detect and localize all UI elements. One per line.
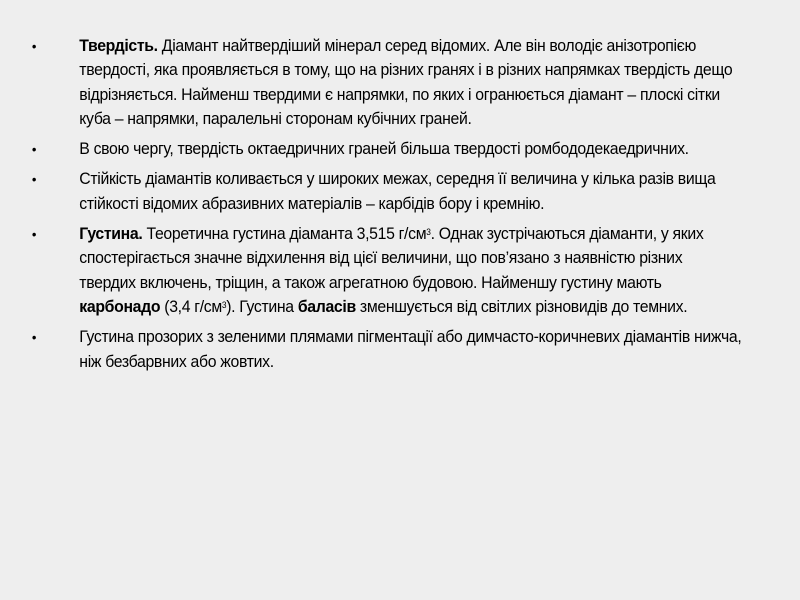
term-density: Густина. [79, 224, 143, 244]
term-hardness: Твердість. [79, 36, 158, 55]
bullet-text: Густина прозорих з зеленими плямами пігментації або димчасто-коричневих діамантів нижча, ніж безбарвних або жовтих. [79, 327, 742, 371]
bullet-text: ). Густина [226, 296, 298, 316]
bullet-item-hardness [30, 34, 741, 131]
bullet-text: В свою чергу, твердість октаедричних граней більша твердості ромбододекаедричних. [79, 139, 689, 159]
bullet-item-octahedral [30, 137, 741, 161]
superscript: 3 [221, 299, 227, 310]
bullet-text: Діамант найтвердіший мінерал серед відомих. Але він володіє анізотропією твердості, яка проявляється в тому, що на різних гранях і в різних напрямках твердість дещо відрізняється. Найменш твердими є напрямки, по яких і огранюється діамант – плоскі сітки куба – напрямки, паралельні сторонам кубічних граней. [79, 36, 733, 128]
bullet-icon: • [31, 226, 37, 243]
bullet-item-density [30, 222, 741, 319]
bullet-icon: • [31, 171, 37, 188]
bullet-text: (3,4 г/см [160, 296, 222, 316]
bullet-icon: • [31, 141, 37, 158]
term-carbonado: карбонадо [79, 296, 161, 316]
superscript: 3 [426, 227, 431, 238]
term-ballas: баласів [297, 296, 356, 316]
bullet-list [30, 34, 741, 380]
bullet-text: зменшується від світлих різновидів до темних. [355, 296, 688, 316]
bullet-text: Теоретична густина діаманта 3,515 г/см [142, 224, 427, 244]
bullet-text: . Однак зустрічаються діаманти, у яких спостерігається значне відхилення від цієї величини, що пов’язано з наявністю різних твердих включень, тріщин, а також агрегатною будовою. Найменшу густину мають [79, 224, 704, 292]
bullet-item-transparent-density [30, 325, 741, 374]
bullet-icon: • [31, 329, 37, 346]
bullet-text: Стійкість діамантів коливається у широких межах, середня її величина у кілька разів вища стійкості відомих абразивних матеріалів – карбідів бору і кремнію. [79, 169, 716, 213]
bullet-item-stability [30, 167, 741, 216]
bullet-icon: • [31, 38, 37, 54]
